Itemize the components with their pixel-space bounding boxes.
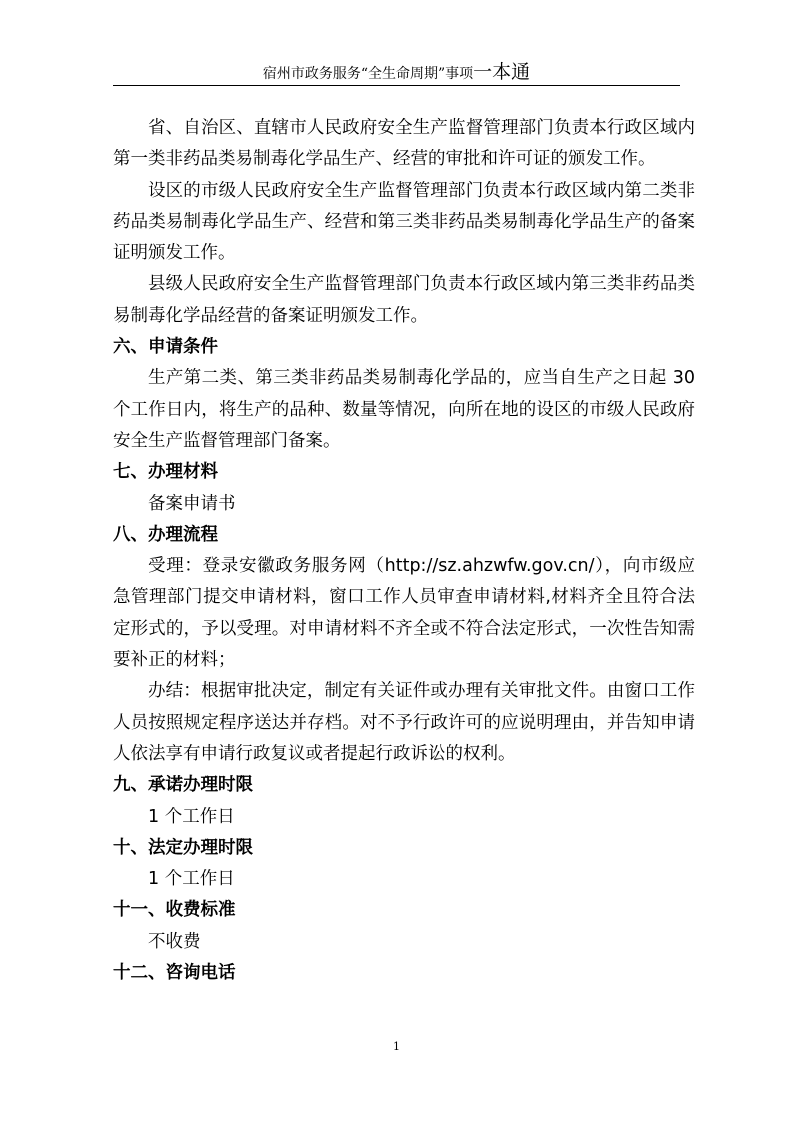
section-paragraph: 1 个工作日: [148, 806, 235, 827]
header-rule: [113, 85, 680, 86]
page-header: [0, 62, 793, 84]
section-paragraph: 不收费: [148, 931, 201, 952]
header-title: 宿州市政务服务“全生命周期”事项: [262, 66, 474, 82]
section-paragraph: 备案申请书: [148, 493, 236, 514]
section-heading-application-conditions: 六、申请条件: [113, 337, 218, 358]
section-paragraph: 生产第二类、第三类非药品类易制毒化学品的，应当自生产之日起 30 个工作日内，将生产的品种、数量等情况，向所在地的设区的市级人民政府安全生产监督管理部门备案。: [113, 368, 695, 451]
section-heading-materials: 七、办理材料: [113, 462, 218, 483]
intro-paragraph: 县级人民政府安全生产监督管理部门负责本行政区域内第三类非药品类易制毒化学品经营的备案证明颁发工作。: [113, 274, 695, 326]
section-heading-promised-time-limit: 九、承诺办理时限: [113, 775, 253, 796]
section-heading-contact-phone: 十二、咨询电话: [113, 963, 236, 984]
section-paragraph: 受理：登录安徽政务服务网（http://sz.ahzwfw.gov.cn/），向市级应急管理部门提交申请材料，窗口工作人员审查申请材料,材料齐全且符合法定形式的，予以受理。对申请材料不齐全或不符合法定形式，一次性告知需要补正的材料；: [113, 556, 695, 671]
section-heading-process: 八、办理流程: [113, 524, 218, 545]
document-body: [113, 113, 695, 989]
section-heading-statutory-time-limit: 十、法定办理时限: [113, 837, 253, 858]
intro-paragraph: 省、自治区、直辖市人民政府安全生产监督管理部门负责本行政区域内第一类非药品类易制毒化学品生产、经营的审批和许可证的颁发工作。: [113, 118, 695, 170]
intro-paragraph: 设区的市级人民政府安全生产监督管理部门负责本行政区域内第二类非药品类易制毒化学品生产、经营和第三类非药品类易制毒化学品生产的备案证明颁发工作。: [113, 180, 695, 264]
section-paragraph: 1 个工作日: [148, 869, 235, 890]
section-heading-fees: 十一、收费标准: [113, 900, 236, 921]
header-title-suffix: 一本通: [473, 61, 531, 83]
page-number: 1: [393, 1040, 400, 1053]
section-paragraph: 办结：根据审批决定，制定有关证件或办理有关审批文件。由窗口工作人员按照规定程序送达并存档。对不予行政许可的应说明理由，并告知申请人依法享有申请行政复议或者提起行政诉讼的权利。: [113, 681, 695, 764]
